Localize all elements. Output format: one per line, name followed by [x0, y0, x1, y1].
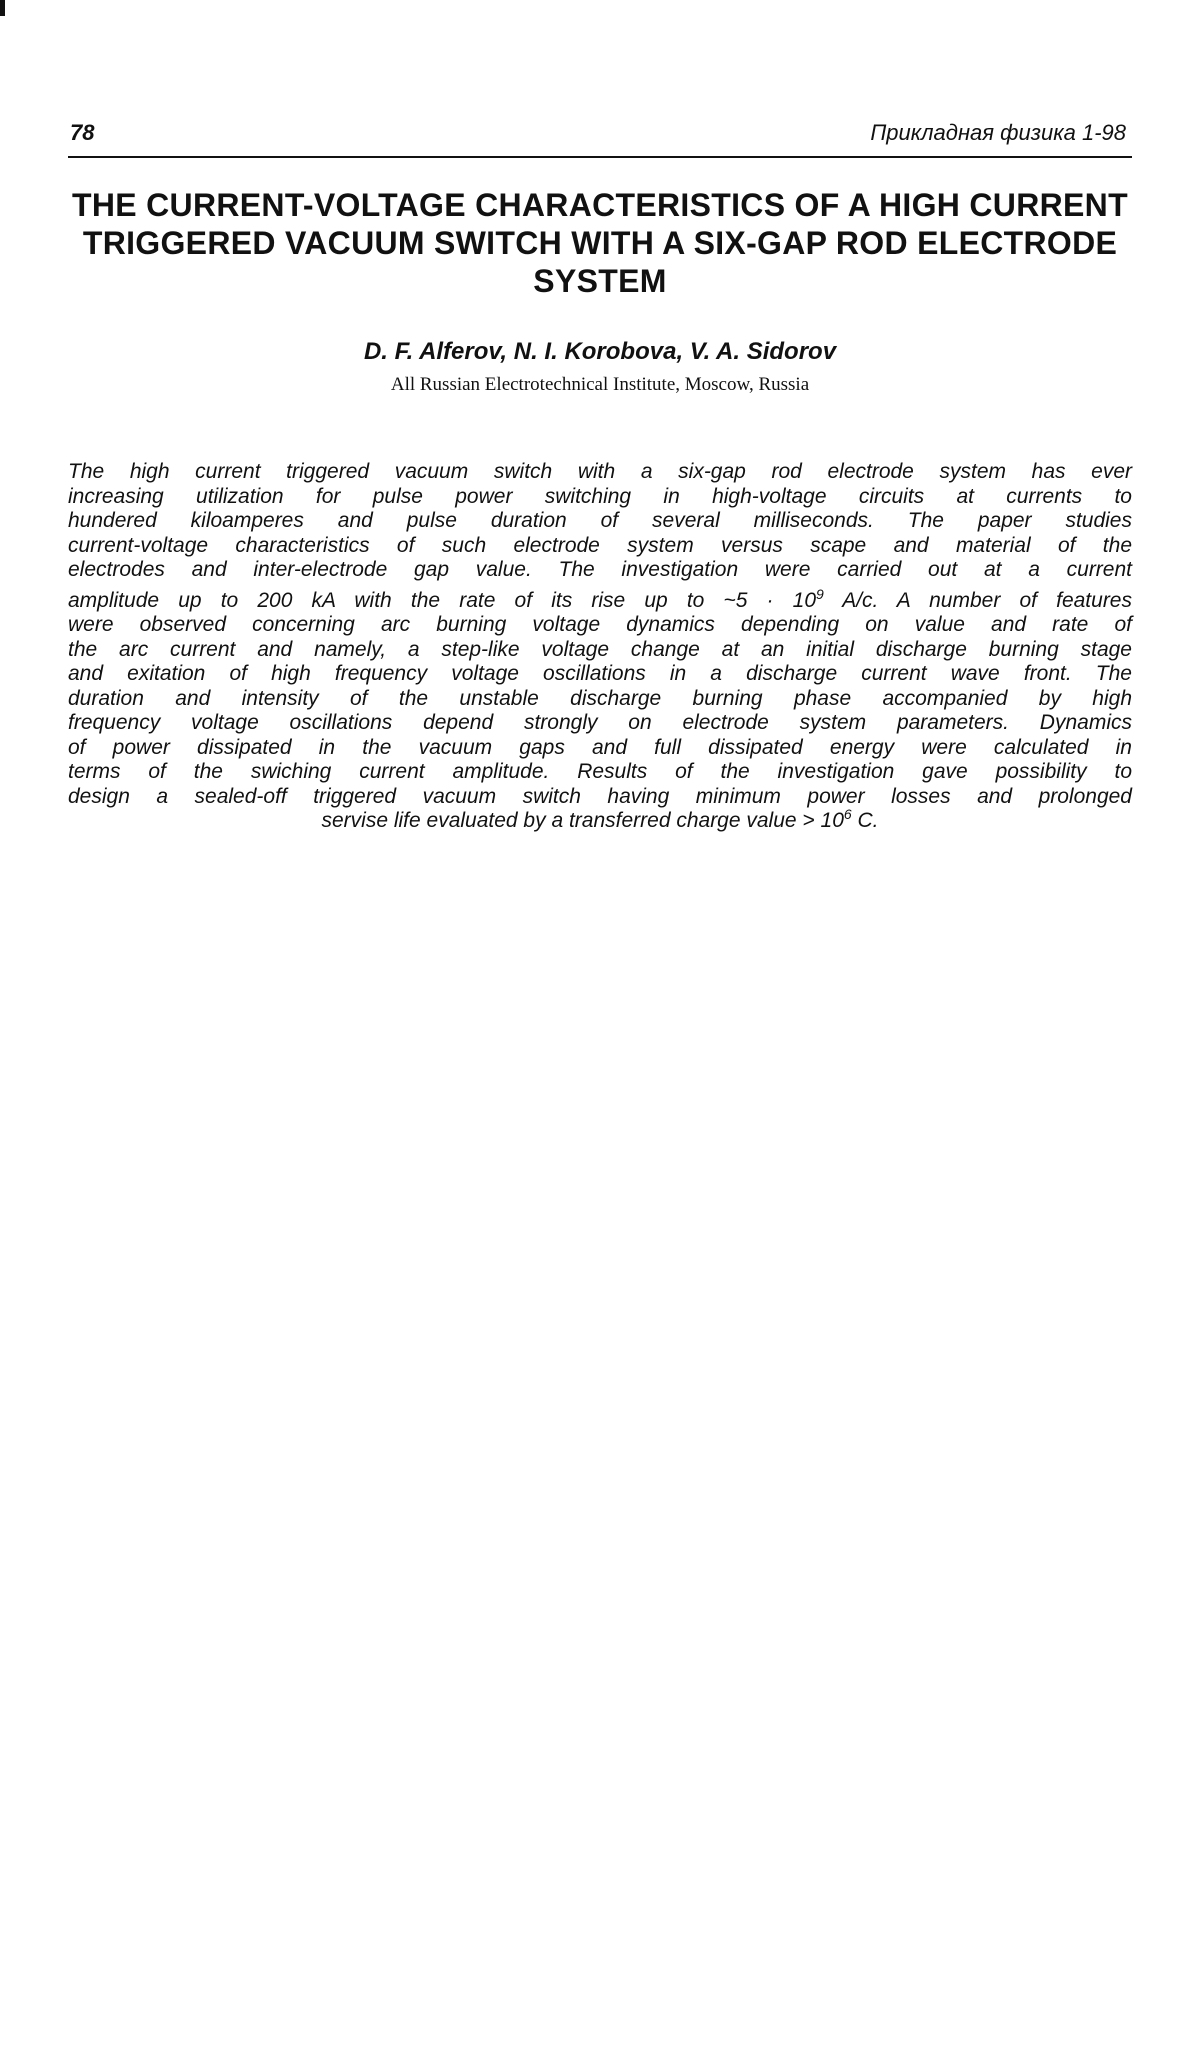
abstract-line: The high current triggered vacuum switch with a six-gap rod electrode system has ever: [68, 460, 1132, 483]
paper-title: THE CURRENT-VOLTAGE CHARACTERISTICS OF A HIGH CURRENT TRIGGERED VACUUM SWITCH WITH A SIX-GAP ROD ELECTRODE SYSTEM: [72, 187, 1128, 299]
exponent: 6: [843, 806, 852, 822]
abstract-line-tail: A/c. A number of features: [823, 588, 1132, 612]
abstract: [68, 460, 1132, 834]
abstract-line: and exitation of high frequency voltage oscillations in a discharge current wave front. The: [68, 662, 1132, 685]
paper-authors: D. F. Alferov, N. I. Korobova, V. A. Sidorov: [363, 338, 837, 365]
abstract-line: current-voltage characteristics of such electrode system versus scape and material of the: [68, 533, 1132, 557]
abstract-line: hundered kiloamperes and pulse duration of several milliseconds. The paper studies: [68, 509, 1132, 532]
abstract-line: electrodes and inter-electrode gap value. The investigation were carried out at a current: [68, 558, 1132, 581]
page-number: 78: [70, 120, 95, 145]
abstract-line-tail: C.: [851, 809, 879, 832]
abstract-line-with-exponent: [68, 583, 1132, 614]
abstract-line: the arc current and namely, a step-like voltage change at an initial discharge burning stage: [68, 637, 1132, 661]
journal-name: Прикладная физика 1-98: [870, 120, 1126, 145]
abstract-line-text: servise life evaluated by a transferred charge value > 10: [321, 809, 844, 832]
running-header: [68, 120, 1132, 158]
abstract-line-text: amplitude up to 200 kA with the rate of its rise up to ~5 · 10: [68, 588, 817, 612]
abstract-line: of power dissipated in the vacuum gaps and full dissipated energy were calculated in: [68, 735, 1132, 759]
abstract-line: increasing utilization for pulse power switching in high-voltage circuits at currents to: [68, 484, 1132, 508]
abstract-line: were observed concerning arc burning voltage dynamics depending on value and rate of: [68, 613, 1132, 636]
abstract-line: frequency voltage oscillations depend strongly on electrode system parameters. Dynamics: [68, 711, 1132, 734]
abstract-line: design a sealed-off triggered vacuum switch having minimum power losses and prolonged: [68, 784, 1132, 808]
abstract-line: duration and intensity of the unstable discharge burning phase accompanied by high: [68, 686, 1132, 710]
author-affiliation: All Russian Electrotechnical Institute, Moscow, Russia: [390, 374, 810, 395]
exponent: 9: [816, 585, 824, 602]
abstract-line-with-exponent: [68, 806, 1132, 834]
abstract-line: terms of the swiching current amplitude. Results of the investigation gave possibility to: [68, 760, 1132, 783]
scan-edge-mark: [0, 0, 5, 16]
